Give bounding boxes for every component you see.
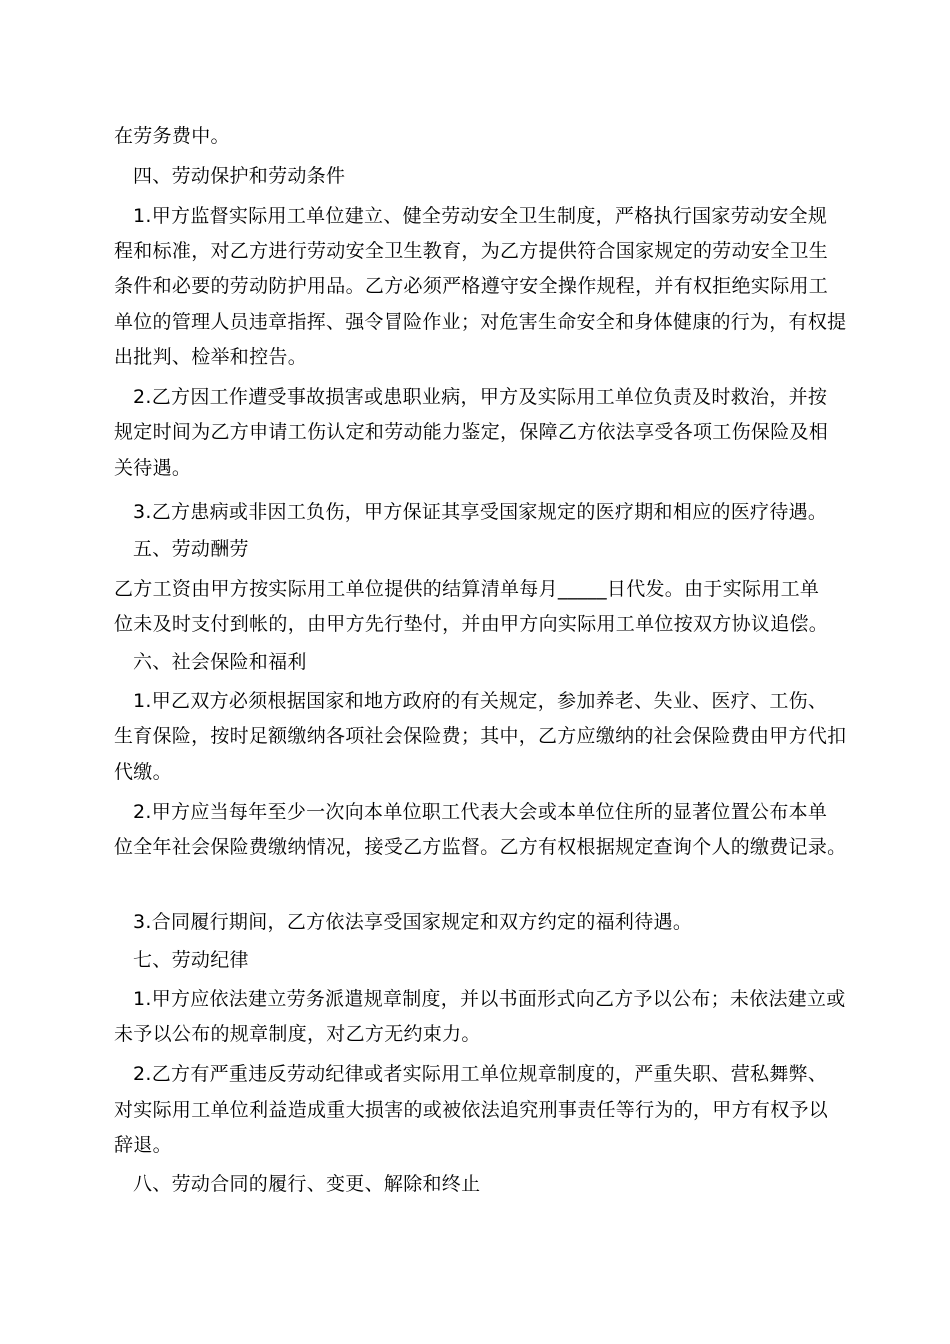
text-line: 生育保险，按时足额缴纳各项社会保险费；其中，乙方应缴纳的社会保险费由甲方代扣 — [114, 725, 847, 747]
text-line: 规定时间为乙方申请工伤认定和劳动能力鉴定，保障乙方依法享受各项工伤保险及相 — [114, 421, 829, 443]
text-line: 辞退。 — [114, 1134, 172, 1156]
text-line: 位全年社会保险费缴纳情况，接受乙方监督。乙方有权根据规定查询个人的缴费记录。 — [114, 836, 847, 858]
text-line: 条件和必要的劳动防护用品。乙方必须严格遵守安全操作规程，并有权拒绝实际用工 — [114, 275, 829, 297]
text-line: 对实际用工单位利益造成重大损害的或被依法追究刑事责任等行为的，甲方有权予以 — [114, 1099, 829, 1121]
text-line: 3.乙方患病或非因工负伤，甲方保证其享受国家规定的医疗期和相应的医疗待遇。 — [133, 501, 828, 523]
text-line: 1.甲乙双方必须根据国家和地方政府的有关规定，参加养老、失业、医疗、工伤、 — [133, 690, 828, 712]
text-line: 1.甲方应依法建立劳务派遣规章制度，并以书面形式向乙方予以公布；未依法建立或 — [133, 988, 846, 1010]
text-line: 1.甲方监督实际用工单位建立、健全劳动安全卫生制度，严格执行国家劳动安全规 — [133, 205, 828, 227]
text-line: 未予以公布的规章制度，对乙方无约束力。 — [114, 1023, 481, 1045]
text-line: 单位的管理人员违章指挥、强令冒险作业；对危害生命安全和身体健康的行为，有权提 — [114, 311, 847, 333]
section-heading: 七、劳动纪律 — [133, 949, 249, 971]
text-line: 出批判、检举和控告。 — [114, 346, 308, 368]
section-heading: 八、劳动合同的履行、变更、解除和终止 — [133, 1173, 481, 1195]
text-line: 2.甲方应当每年至少一次向本单位职工代表大会或本单位住所的显著位置公布本单 — [133, 801, 828, 823]
text-line: 2.乙方有严重违反劳动纪律或者实际用工单位规章制度的，严重失职、营私舞弊、 — [133, 1063, 828, 1085]
text-line: 在劳务费中。 — [114, 125, 230, 147]
text-line: 2.乙方因工作遭受事故损害或患职业病，甲方及实际用工单位负责及时救治，并按 — [133, 386, 828, 408]
section-heading: 五、劳动酬劳 — [133, 538, 249, 560]
text-line: 位未及时支付到帐的，由甲方先行垫付，并由甲方向实际用工单位按双方协议追偿。 — [114, 613, 829, 635]
section-heading: 四、劳动保护和劳动条件 — [133, 165, 346, 187]
section-heading: 六、社会保险和福利 — [133, 651, 307, 673]
text-line: 程和标准，对乙方进行劳动安全卫生教育，为乙方提供符合国家规定的劳动安全卫生 — [114, 240, 829, 262]
text-line: 3.合同履行期间，乙方依法享受国家规定和双方约定的福利待遇。 — [133, 911, 693, 933]
text-line: 代缴。 — [114, 761, 172, 783]
text-line: 关待遇。 — [114, 457, 192, 479]
text-line: 乙方工资由甲方按实际用工单位提供的结算清单每月_____日代发。由于实际用工单 — [114, 578, 820, 600]
